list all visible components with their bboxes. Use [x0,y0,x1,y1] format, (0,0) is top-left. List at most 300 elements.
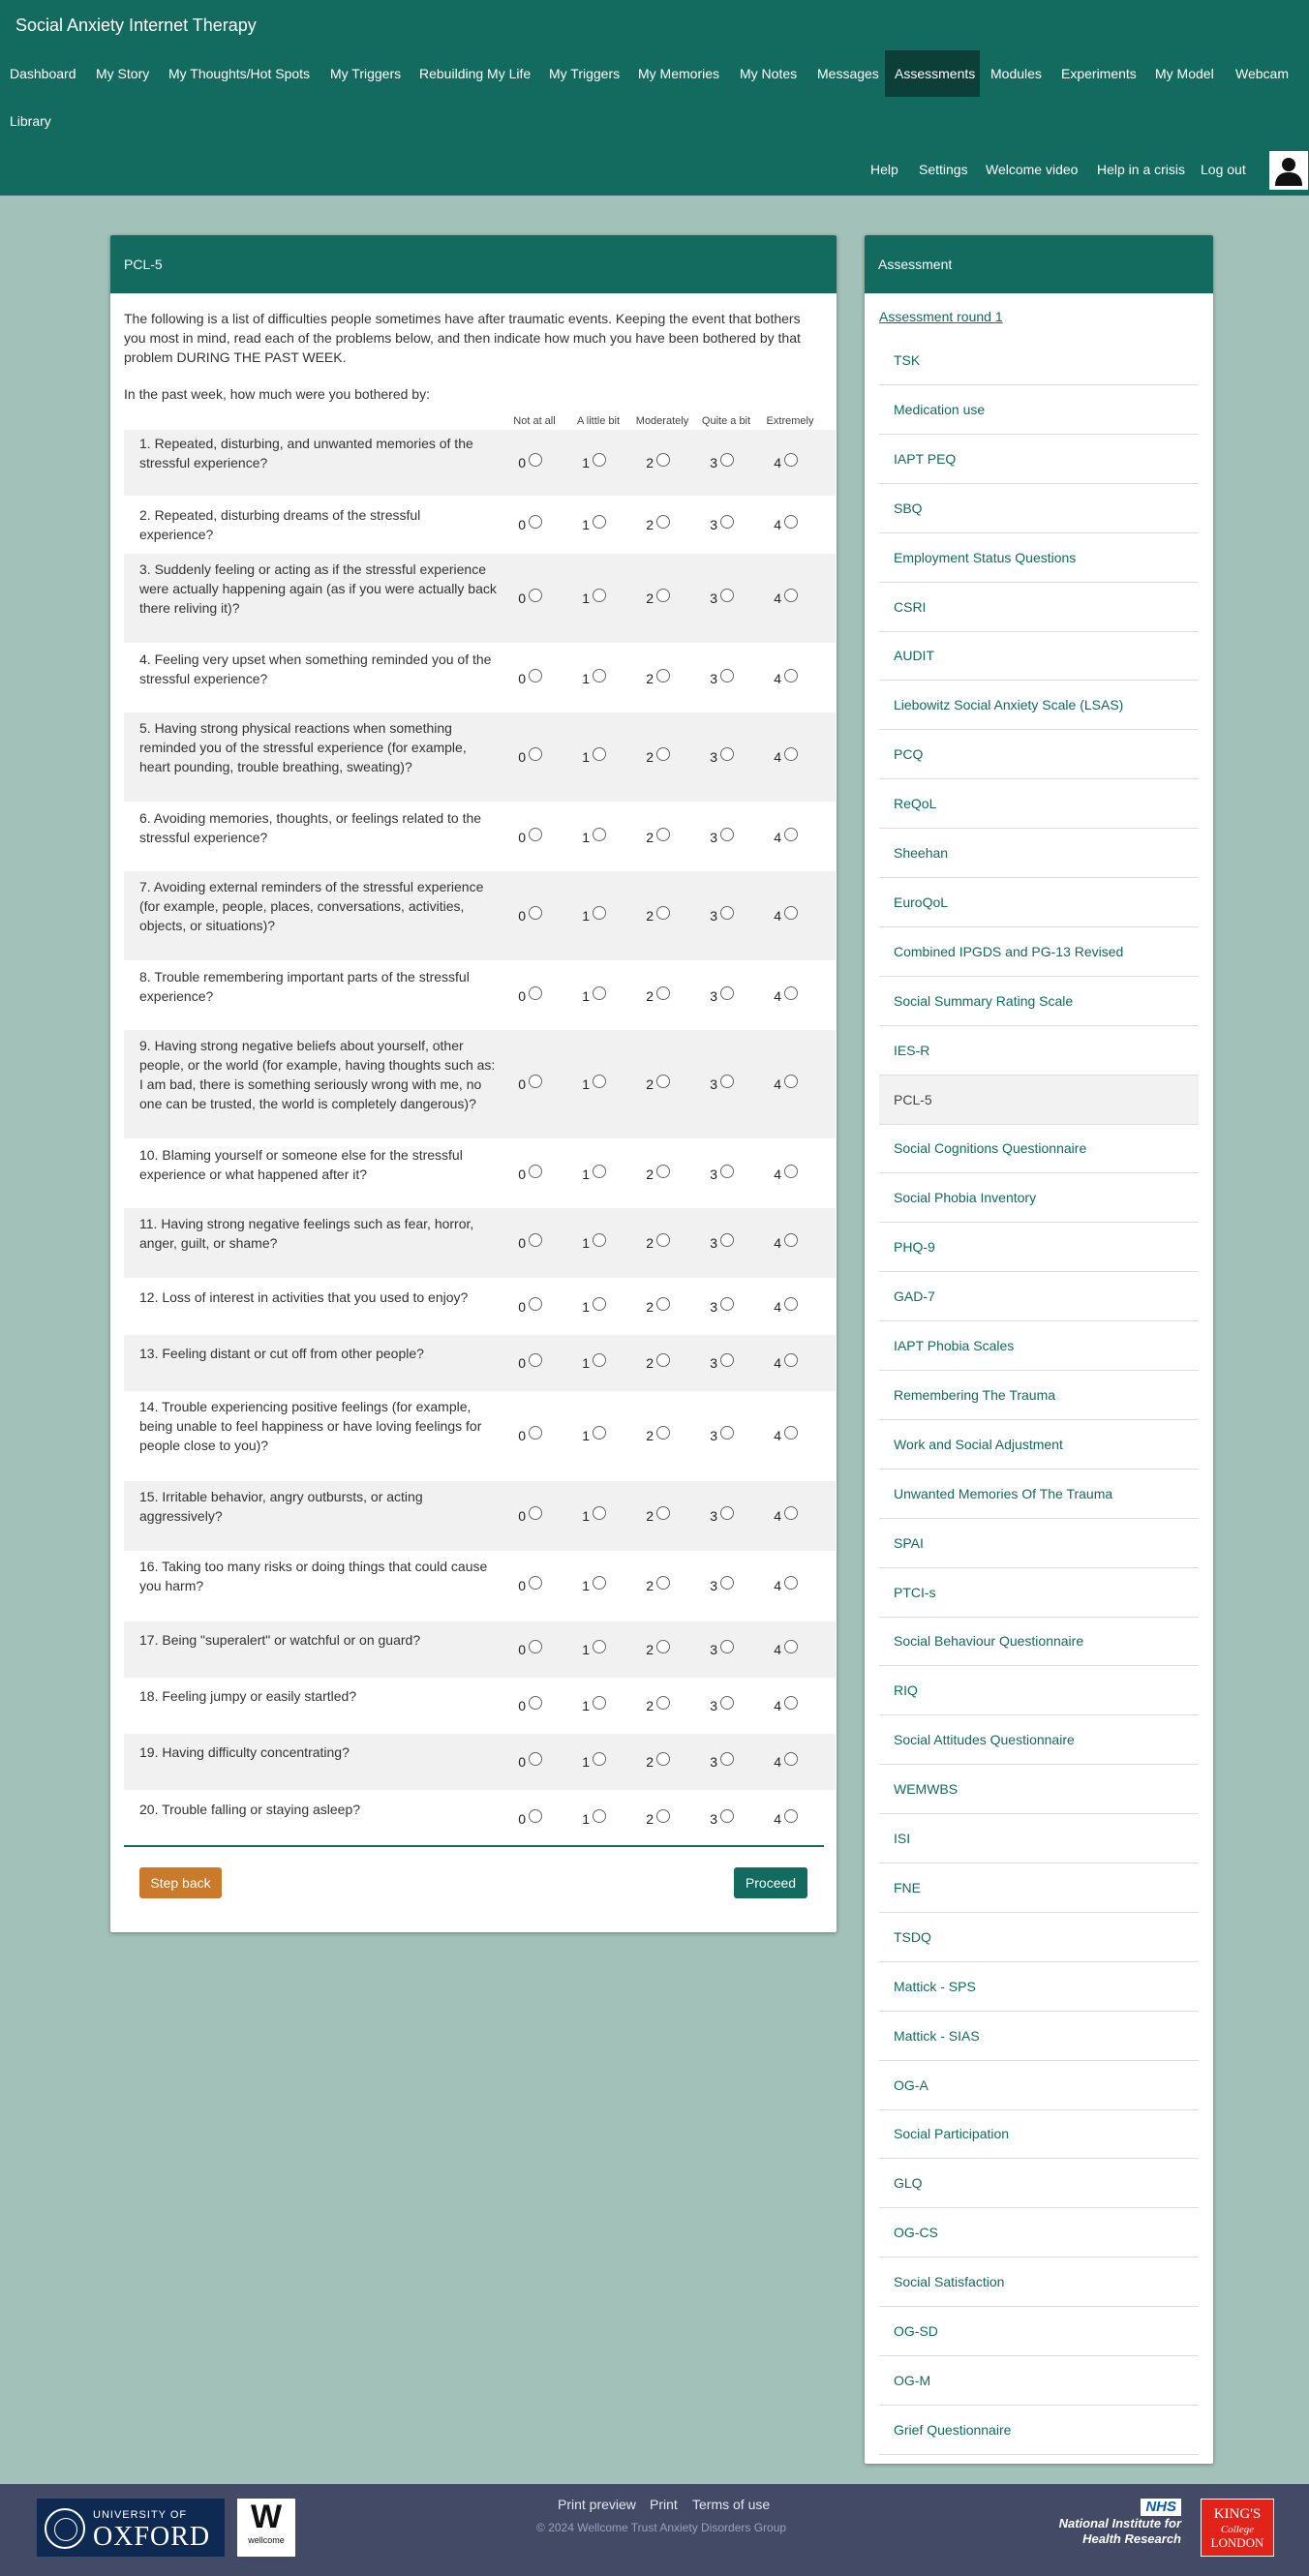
answer-option-3[interactable] [695,1297,734,1317]
assessment-item[interactable]: TSK [879,336,1199,385]
answer-radio[interactable] [529,986,542,1000]
answer-option-4[interactable] [759,986,798,1006]
assessment-item[interactable]: EuroQoL [879,878,1199,927]
assessment-item[interactable]: PTCI-s [879,1568,1199,1618]
answer-radio[interactable] [784,1165,798,1178]
answer-option-2[interactable] [631,1696,670,1715]
answer-radio[interactable] [656,1075,670,1088]
assessment-item[interactable]: IAPT Phobia Scales [879,1321,1199,1371]
answer-radio[interactable] [720,1506,734,1520]
assessment-item[interactable]: Medication use [879,385,1199,435]
assessment-item[interactable]: ReQoL [879,779,1199,829]
answer-option-4[interactable] [759,1506,798,1526]
assessment-item[interactable]: Grief Questionnaire [879,2406,1199,2455]
question-text: 3. Suddenly feeling or acting as if the stressful experience were actually happening again (as if you were actually back there reliving it)? [139,561,497,616]
answer-option-2[interactable] [631,1353,670,1373]
answer-option-4[interactable] [759,515,798,534]
answer-radio[interactable] [784,1809,798,1823]
answer-radio[interactable] [720,906,734,920]
answer-radio[interactable] [529,906,542,920]
question-row [124,803,836,872]
nav-assessments[interactable]: Assessments [885,50,980,97]
answer-radio[interactable] [784,747,798,761]
print-preview-link[interactable]: Print preview [558,2497,636,2512]
answer-radio[interactable] [593,1576,606,1590]
assessment-item[interactable]: Combined IPGDS and PG-13 Revised [879,927,1199,977]
answer-option-3[interactable] [695,747,734,767]
answer-option-1[interactable] [567,515,606,534]
answer-radio[interactable] [784,1233,798,1247]
answer-radio[interactable] [529,747,542,761]
nihr-logo[interactable] [1050,2499,1181,2557]
question-text: 18. Feeling jumpy or easily startled? [139,1688,357,1704]
answer-option-4[interactable] [759,1809,798,1829]
answer-radio[interactable] [593,986,606,1000]
answer-radio[interactable] [593,1233,606,1247]
answer-option-2[interactable] [631,1297,670,1317]
assessment-item[interactable]: GLQ [879,2159,1199,2208]
answer-radio[interactable] [784,1353,798,1367]
nav-experiments[interactable]: Experiments [1061,66,1137,81]
answer-option-4[interactable] [759,453,798,472]
answer-option-2[interactable] [631,986,670,1006]
answer-option-2[interactable] [631,747,670,767]
answer-radio[interactable] [656,1640,670,1653]
nav-library[interactable]: Library [10,113,51,129]
assessment-item[interactable]: Social Participation [879,2109,1199,2159]
nav-messages[interactable]: Messages [817,66,879,81]
answer-option-0[interactable] [503,906,542,925]
answer-option-0[interactable] [503,1576,542,1595]
answer-option-value: 0 [518,1299,526,1315]
answer-radio[interactable] [656,1576,670,1590]
answer-radio[interactable] [529,828,542,841]
answer-option-2[interactable] [631,515,670,534]
answer-option-3[interactable] [695,589,734,608]
nav-my-model[interactable]: My Model [1155,66,1214,81]
answer-radio[interactable] [593,1696,606,1710]
answer-radio[interactable] [720,1752,734,1766]
scale-label-moderately: Moderately [635,415,689,427]
answer-option-value: 0 [518,1754,526,1770]
answer-option-value: 3 [710,1642,717,1657]
answer-radio[interactable] [720,1576,734,1590]
question-text: 14. Trouble experiencing positive feelings (for example, being unable to feel happiness or have loving feelings for people close to you)? [139,1399,482,1453]
assessment-item[interactable]: Employment Status Questions [879,533,1199,583]
answer-option-3[interactable] [695,1752,734,1772]
answer-radio[interactable] [593,1075,606,1088]
assessment-round-link[interactable]: Assessment round 1 [879,309,1003,324]
answer-option-0[interactable] [503,1809,542,1829]
answer-option-2[interactable] [631,1576,670,1595]
answer-radio[interactable] [656,906,670,920]
answer-option-0[interactable] [503,1506,542,1526]
answer-option-3[interactable] [695,1353,734,1373]
assessment-item[interactable]: Sheehan [879,829,1199,878]
question-row [124,1791,836,1847]
answer-option-1[interactable] [567,1075,606,1094]
kings-college-logo[interactable] [1201,2499,1274,2557]
assessment-item[interactable]: GAD-7 [879,1272,1199,1321]
assessment-item[interactable]: AUDIT [879,631,1199,681]
answer-option-0[interactable] [503,515,542,534]
answer-radio[interactable] [720,747,734,761]
kcl-line2: College [1220,2524,1255,2535]
assessment-item[interactable]: Remembering The Trauma [879,1371,1199,1420]
answer-radio[interactable] [593,669,606,682]
answer-radio[interactable] [529,515,542,529]
answer-radio[interactable] [593,1353,606,1367]
answer-option-2[interactable] [631,1640,670,1659]
answer-radio[interactable] [720,669,734,682]
answer-radio[interactable] [656,828,670,841]
answer-radio[interactable] [656,515,670,529]
scale-label-not-at-all: Not at all [513,415,556,427]
answer-option-1[interactable] [567,986,606,1006]
answer-option-value: 0 [518,1167,526,1182]
answer-option-0[interactable] [503,669,542,688]
answer-option-3[interactable] [695,1809,734,1829]
answer-option-1[interactable] [567,1696,606,1715]
answer-option-2[interactable] [631,1426,670,1445]
answer-option-2[interactable] [631,669,670,688]
assessment-item[interactable]: Social Satisfaction [879,2258,1199,2307]
answer-option-1[interactable] [567,669,606,688]
answer-radio[interactable] [593,747,606,761]
answer-option-0[interactable] [503,1353,542,1373]
assessment-item[interactable]: PHQ-9 [879,1223,1199,1272]
assessment-item[interactable]: OG-A [879,2061,1199,2110]
wellcome-logo[interactable] [237,2499,295,2557]
assessment-item[interactable]: Social Phobia Inventory [879,1173,1199,1223]
answer-option-3[interactable] [695,1165,734,1184]
answer-radio[interactable] [529,1696,542,1710]
assessment-item[interactable]: SPAI [879,1519,1199,1568]
answer-option-4[interactable] [759,1297,798,1317]
answer-radio[interactable] [656,453,670,467]
answer-option-4[interactable] [759,669,798,688]
terms-of-use-link[interactable]: Terms of use [692,2497,771,2512]
answer-radio[interactable] [529,1353,542,1367]
answer-radio[interactable] [656,1165,670,1178]
answer-option-3[interactable] [695,906,734,925]
assessment-item[interactable]: PCL-5 [879,1076,1199,1125]
answer-option-3[interactable] [695,515,734,534]
answer-option-2[interactable] [631,1075,670,1094]
answer-option-value: 2 [646,1299,654,1315]
help-link[interactable]: Help [870,162,898,177]
answer-option-2[interactable] [631,1233,670,1253]
answer-option-2[interactable] [631,589,670,608]
answer-radio[interactable] [720,589,734,602]
assessment-item[interactable]: FNE [879,1864,1199,1913]
answer-radio[interactable] [656,1353,670,1367]
answer-option-0[interactable] [503,1165,542,1184]
answer-radio[interactable] [656,1233,670,1247]
nav-my-triggers[interactable]: My Triggers [330,66,402,81]
answer-option-2[interactable] [631,1752,670,1772]
answer-option-0[interactable] [503,828,542,847]
nav-my-thoughts[interactable]: My Thoughts/Hot Spots [168,66,311,81]
answer-option-1[interactable] [567,589,606,608]
assessment-item[interactable]: OG-M [879,2356,1199,2406]
assessment-item[interactable]: Social Cognitions Questionnaire [879,1124,1199,1173]
assessment-item[interactable]: ISI [879,1814,1199,1864]
answer-option-1[interactable] [567,1752,606,1772]
answer-option-2[interactable] [631,1165,670,1184]
answer-option-3[interactable] [695,1426,734,1445]
settings-link[interactable]: Settings [919,162,968,177]
answer-option-4[interactable] [759,589,798,608]
assessment-item[interactable]: WEMWBS [879,1765,1199,1814]
answer-option-value: 1 [582,591,590,606]
answer-option-0[interactable] [503,1297,542,1317]
answer-option-3[interactable] [695,1233,734,1253]
answer-option-value: 0 [518,749,526,765]
answer-radio[interactable] [593,1297,606,1311]
nav-modules[interactable]: Modules [990,66,1042,81]
answer-option-1[interactable] [567,1426,606,1445]
answer-option-4[interactable] [759,1696,798,1715]
copyright-text: © 2024 Wellcome Trust Anxiety Disorders Group [536,2521,787,2534]
answer-option-0[interactable] [503,1640,542,1659]
answer-radio[interactable] [720,828,734,841]
answer-radio[interactable] [784,1426,798,1440]
answer-radio[interactable] [529,1576,542,1590]
nav-my-notes[interactable]: My Notes [740,66,798,81]
answer-radio[interactable] [593,589,606,602]
questionnaire-panel [110,235,837,1932]
answer-radio[interactable] [784,1576,798,1590]
answer-radio[interactable] [656,1809,670,1823]
answer-radio[interactable] [593,515,606,529]
answer-option-3[interactable] [695,1640,734,1659]
answer-option-3[interactable] [695,1075,734,1094]
answer-option-0[interactable] [503,1426,542,1445]
help-in-crisis-link[interactable]: Help in a crisis [1097,162,1186,177]
answer-option-value: 1 [582,1578,590,1593]
answer-radio[interactable] [784,1696,798,1710]
answer-option-4[interactable] [759,1075,798,1094]
answer-option-2[interactable] [631,1809,670,1829]
assessment-item[interactable]: OG-SD [879,2307,1199,2356]
answer-option-0[interactable] [503,747,542,767]
answer-option-1[interactable] [567,1297,606,1317]
answer-option-4[interactable] [759,1576,798,1595]
print-link[interactable]: Print [650,2497,678,2512]
welcome-video-link[interactable]: Welcome video [986,162,1079,177]
answer-option-4[interactable] [759,1165,798,1184]
answer-option-3[interactable] [695,1506,734,1526]
answer-option-1[interactable] [567,906,606,925]
answer-radio[interactable] [784,1075,798,1088]
answer-radio[interactable] [784,1297,798,1311]
answer-option-1[interactable] [567,1165,606,1184]
answer-option-4[interactable] [759,1752,798,1772]
answer-radio[interactable] [529,1233,542,1247]
answer-radio[interactable] [529,589,542,602]
answer-option-4[interactable] [759,906,798,925]
answer-option-0[interactable] [503,589,542,608]
answer-radio[interactable] [593,1809,606,1823]
answer-option-3[interactable] [695,828,734,847]
answer-radio[interactable] [529,1640,542,1653]
answer-radio[interactable] [593,1165,606,1178]
answer-option-0[interactable] [503,986,542,1006]
answer-radio[interactable] [656,589,670,602]
answer-option-0[interactable] [503,1752,542,1772]
answer-radio[interactable] [656,1297,670,1311]
answer-radio[interactable] [720,986,734,1000]
answer-option-0[interactable] [503,1075,542,1094]
answer-radio[interactable] [720,1809,734,1823]
answer-radio[interactable] [593,453,606,467]
proceed-button[interactable]: Proceed [734,1867,807,1898]
assessment-item[interactable]: IAPT PEQ [879,435,1199,484]
answer-radio[interactable] [656,1426,670,1440]
answer-radio[interactable] [593,828,606,841]
answer-radio[interactable] [529,1297,542,1311]
answer-option-1[interactable] [567,828,606,847]
assessment-sidebar [865,235,1213,2464]
answer-radio[interactable] [784,453,798,467]
assessment-item[interactable]: OG-CS [879,2208,1199,2258]
answer-radio[interactable] [784,986,798,1000]
answer-option-0[interactable] [503,1233,542,1253]
answer-radio[interactable] [720,515,734,529]
answer-radio[interactable] [720,1233,734,1247]
nav-my-memories[interactable]: My Memories [638,66,720,81]
answer-radio[interactable] [784,906,798,920]
answer-radio[interactable] [656,1696,670,1710]
answer-option-1[interactable] [567,1576,606,1595]
assessment-item[interactable]: PCQ [879,730,1199,779]
oxford-logo[interactable] [37,2499,225,2557]
answer-radio[interactable] [593,1506,606,1520]
answer-radio[interactable] [720,1075,734,1088]
answer-option-2[interactable] [631,906,670,925]
answer-option-value: 4 [774,1428,781,1443]
step-back-button[interactable]: Step back [139,1867,222,1898]
answer-radio[interactable] [720,453,734,467]
answer-option-0[interactable] [503,1696,542,1715]
questionnaire-title: PCL-5 [110,235,837,293]
app-title[interactable]: Social Anxiety Internet Therapy [15,15,257,35]
answer-option-4[interactable] [759,1426,798,1445]
answer-radio[interactable] [720,1353,734,1367]
assessment-item[interactable]: Work and Social Adjustment [879,1420,1199,1470]
answer-radio[interactable] [784,669,798,682]
assessment-item[interactable]: Mattick - SPS [879,1962,1199,2012]
answer-option-4[interactable] [759,1353,798,1373]
answer-radio[interactable] [656,1506,670,1520]
answer-option-2[interactable] [631,828,670,847]
answer-radio[interactable] [720,1165,734,1178]
nav-webcam[interactable]: Webcam [1235,66,1289,81]
assessment-item[interactable]: RIQ [879,1666,1199,1715]
answer-radio[interactable] [720,1297,734,1311]
answer-radio[interactable] [593,906,606,920]
answer-option-1[interactable] [567,747,606,767]
answer-radio[interactable] [529,1075,542,1088]
answer-radio[interactable] [529,669,542,682]
nav-rebuilding-my-life[interactable]: Rebuilding My Life [419,66,532,81]
answer-radio[interactable] [656,747,670,761]
assessment-item[interactable]: Social Behaviour Questionnaire [879,1617,1199,1666]
answer-radio[interactable] [529,1506,542,1520]
assessment-item[interactable]: Mattick - SIAS [879,2012,1199,2061]
answer-radio[interactable] [593,1752,606,1766]
answer-option-4[interactable] [759,1233,798,1253]
answer-radio[interactable] [784,515,798,529]
nav-dashboard[interactable]: Dashboard [10,66,76,81]
answer-option-1[interactable] [567,1506,606,1526]
assessment-item[interactable]: Liebowitz Social Anxiety Scale (LSAS) [879,681,1199,730]
scale-label-quite-a-bit: Quite a bit [701,415,751,427]
answer-option-4[interactable] [759,1640,798,1659]
answer-radio[interactable] [529,1426,542,1440]
answer-radio[interactable] [529,453,542,467]
answer-radio[interactable] [720,1696,734,1710]
answer-radio[interactable] [529,1165,542,1178]
assessment-item[interactable]: IES-R [879,1026,1199,1076]
answer-radio[interactable] [784,1506,798,1520]
answer-radio[interactable] [593,1640,606,1653]
question-row [124,644,836,713]
answer-option-1[interactable] [567,1809,606,1829]
answer-option-value: 0 [518,1508,526,1524]
answer-radio[interactable] [720,1640,734,1653]
assessment-item[interactable]: CSRI [879,583,1199,632]
answer-radio[interactable] [656,1752,670,1766]
user-avatar-button[interactable] [1269,151,1308,190]
answer-radio[interactable] [720,1426,734,1440]
assessment-item[interactable]: Social Attitudes Questionnaire [879,1715,1199,1765]
answer-option-4[interactable] [759,828,798,847]
answer-option-3[interactable] [695,986,734,1006]
answer-option-1[interactable] [567,1233,606,1253]
answer-option-1[interactable] [567,1353,606,1373]
logout-link[interactable]: Log out [1201,162,1246,177]
answer-option-1[interactable] [567,453,606,472]
assessment-item[interactable]: Social Summary Rating Scale [879,977,1199,1026]
scale-label-extremely: Extremely [766,415,814,427]
assessment-item[interactable]: TSDQ [879,1913,1199,1962]
answer-radio[interactable] [784,1640,798,1653]
answer-option-4[interactable] [759,747,798,767]
assessment-item[interactable]: Unwanted Memories Of The Trauma [879,1470,1199,1519]
answer-option-2[interactable] [631,453,670,472]
answer-radio[interactable] [529,1752,542,1766]
answer-radio[interactable] [784,828,798,841]
answer-radio[interactable] [656,986,670,1000]
answer-option-3[interactable] [695,1576,734,1595]
answer-option-1[interactable] [567,1640,606,1659]
answer-option-3[interactable] [695,1696,734,1715]
answer-radio[interactable] [656,669,670,682]
answer-radio[interactable] [529,1809,542,1823]
answer-option-0[interactable] [503,453,542,472]
answer-radio[interactable] [784,1752,798,1766]
nav-my-story[interactable]: My Story [96,66,150,81]
answer-option-3[interactable] [695,453,734,472]
answer-radio[interactable] [784,589,798,602]
nav-my-triggers-2[interactable]: My Triggers [549,66,621,81]
answer-option-3[interactable] [695,669,734,688]
answer-radio[interactable] [593,1426,606,1440]
answer-option-2[interactable] [631,1506,670,1526]
assessment-item[interactable]: SBQ [879,484,1199,533]
